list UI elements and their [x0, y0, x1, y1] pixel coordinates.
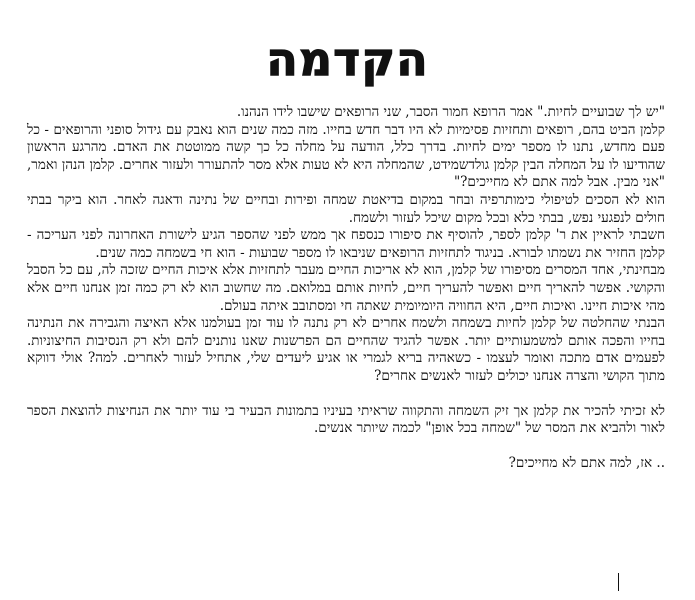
body-text: [27, 104, 665, 472]
text-cursor: [618, 573, 619, 591]
paragraph-1: "יש לך שבועיים לחיות." אמר הרופא חמור הסבר, שני הרופאים שישבו לידו הנהנו.: [236, 104, 665, 120]
paragraph-2: קלמן הביט בהם, רופאים ותחזיות פסימיות לא היו דבר חדש בחייו. מזה כמה שנים הוא נאבק עם גידול סופני והרופאים - כל פעם מחדש, נתנו לו מספר ימים לחיות. בדרך כלל, הודעה על מחלה כל כך קשה ממוטטת את האדם. מהרגע הראשון שהודיעו לו על המחלה הבין קלמן גולדשמידט, שהמחלה היא לא טעות אלא מסר להתעורר ולעזור אחרים. קלמן הנהן ואמר, "אני מבין. אבל למה אתם לא מחייכים?": [27, 121, 665, 191]
paragraph-5: מבחינתי, אחד המסרים מסיפורו של קלמן, הוא לא אריכות החיים מעבר לתחזיות אלא איכות החיים שזכה לה, עם כל הסבל והקושי. אפשר להאריך חיים ואפשר להעריך חיים, לחיות אותם במלואם. מה שחשוב הוא לא רק כמה זמן אנחנו חיים אלא מהי איכות חיינו. ואיכות חיים, היא החוויה היומיומית שאתה חי ומסתובב איתה בעולם.: [27, 262, 665, 314]
page-title: הקדמה: [266, 32, 429, 86]
paragraph-4: חשבתי לראיין את ר' קלמן לספר, להוסיף את סיפורו כנספח אך ממש לפני שהספר הגיע לישורת האחרונה לפני העריכה - קלמן החזיר את נשמתו לבורא. בניגוד לתחזיות הרופאים שניבאו לו מספר שבועות - הוא חי בשמחה כמה שנים.: [27, 227, 665, 261]
closing-line: .. אז, למה אתם לא מחייכים?: [508, 454, 665, 471]
paragraph-spacer: [27, 386, 665, 403]
paragraph-spacer: [27, 438, 665, 455]
paragraph-7: לא זכיתי להכיר את קלמן אך זיק השמחה והתקווה שראיתי בעיניו בתמונות הבעיר בי עוד יותר את הנחיצות להוצאת הספר לאור ולהביא את המסר של "שמחה בכל אופן" לכמה שיותר אנשים.: [27, 402, 665, 437]
paragraph-3: הוא לא הסכים לטיפולי כימותרפיה ובחר במקום בדיאטת שמחה ופירות ובחיים של נתינה ודאגה לאחר. הוא ביקר בבתי חולים לנפגעי נפש, בבתי כלא ובכל מקום שיכל לעזור ולשמח.: [27, 191, 665, 226]
paragraph-6: הבנתי שהחלטה של קלמן לחיות בשמחה ולשמח אחרים לא רק נתנה לו עוד זמן בעולמנו אלא האיצה והגבירה את הנתינה בחייו והפכה אותם למשמעותיים יותר. אפשר להגיד שהחיים הם הפרשנות שאנו נותנים להם ולא רק הנסיבות החיצוניות. לפעמים אדם מתכה ואומר לעצמו - כשאהיה בריא לגמרי או אגיע ליעדים שלי, אתחיל לעזור לאחרים. למה? אולי דווקא מתוך הקושי והצרה אנחנו יכולים לעזור לאנשים אחרים?: [27, 315, 665, 384]
